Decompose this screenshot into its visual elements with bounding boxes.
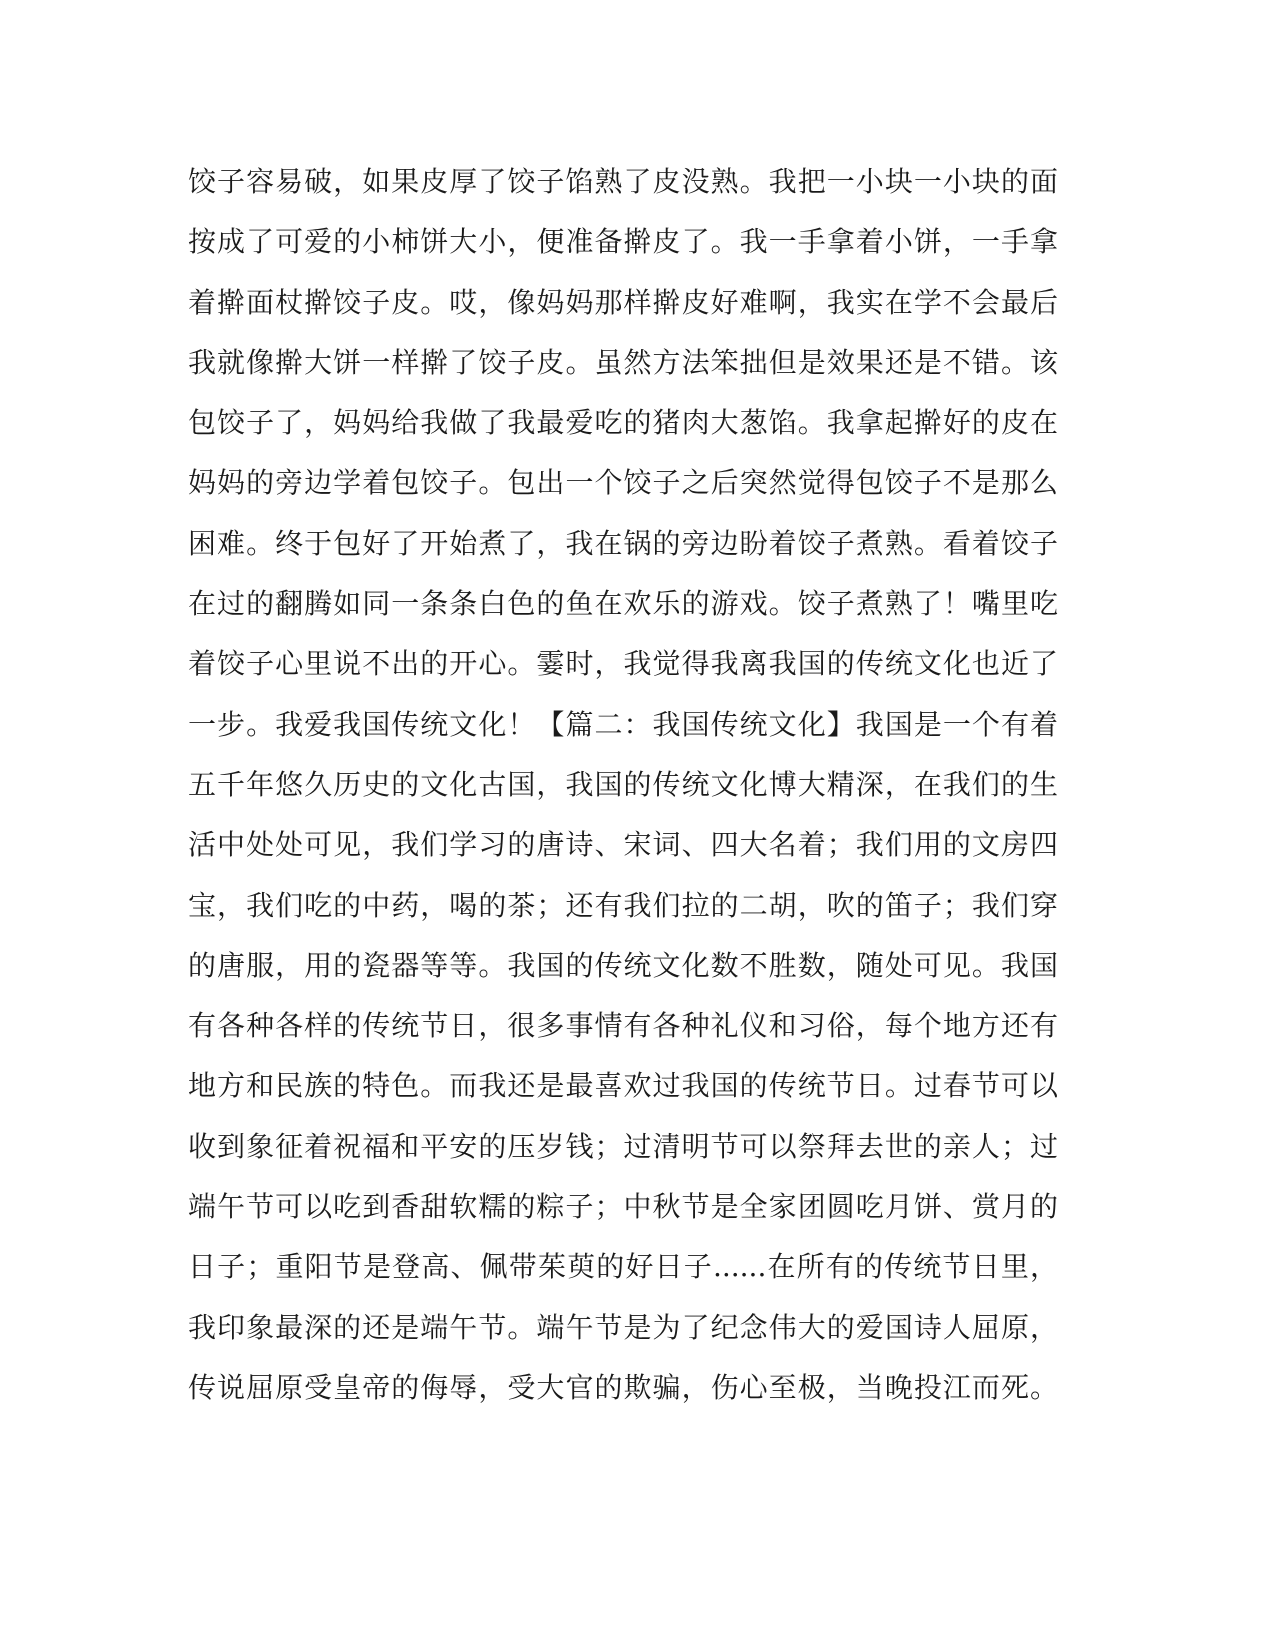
text-line: 饺子容易破，如果皮厚了饺子馅熟了皮没熟。我把一小块一小块的面	[188, 165, 1058, 198]
text-line: 包饺子了，妈妈给我做了我最爱吃的猪肉大葱馅。我拿起擀好的皮在	[188, 406, 1058, 440]
text-line: 一步。我爱我国传统文化！【篇二：我国传统文化】我国是一个有着	[188, 707, 1058, 741]
text-line: 收到象征着祝福和平安的压岁钱；过清明节可以祭拜去世的亲人；过	[188, 1129, 1058, 1163]
text-line: 日子；重阳节是登高、佩带茱萸的好日子......在所有的传统节日里，	[188, 1250, 1058, 1284]
text-line: 活中处处可见，我们学习的唐诗、宋词、四大名着；我们用的文房四	[188, 828, 1058, 862]
text-line: 我就像擀大饼一样擀了饺子皮。虽然方法笨拙但是效果还是不错。该	[188, 345, 1058, 379]
text-line: 困难。终于包好了开始煮了，我在锅的旁边盼着饺子煮熟。看着饺子	[188, 526, 1058, 560]
text-line: 宝，我们吃的中药，喝的茶；还有我们拉的二胡，吹的笛子；我们穿	[188, 888, 1058, 922]
text-line: 按成了可爱的小柿饼大小，便准备擀皮了。我一手拿着小饼，一手拿	[188, 225, 1058, 259]
text-line: 端午节可以吃到香甜软糯的粽子；中秋节是全家团圆吃月饼、赏月的	[188, 1190, 1058, 1224]
text-line: 着饺子心里说不出的开心。霎时，我觉得我离我国的传统文化也近了	[188, 647, 1058, 681]
text-line: 传说屈原受皇帝的侮辱，受大官的欺骗，伤心至极，当晚投江而死。	[188, 1370, 1058, 1404]
text-line: 的唐服，用的瓷器等等。我国的传统文化数不胜数，随处可见。我国	[188, 948, 1058, 982]
text-line: 妈妈的旁边学着包饺子。包出一个饺子之后突然觉得包饺子不是那么	[188, 466, 1058, 500]
text-line: 五千年悠久历史的文化古国，我国的传统文化博大精深，在我们的生	[188, 767, 1058, 801]
text-line: 着擀面杖擀饺子皮。哎，像妈妈那样擀皮好难啊，我实在学不会最后	[188, 285, 1058, 319]
text-line: 在过的翻腾如同一条条白色的鱼在欢乐的游戏。饺子煮熟了！嘴里吃	[188, 587, 1058, 621]
text-line: 地方和民族的特色。而我还是最喜欢过我国的传统节日。过春节可以	[188, 1069, 1058, 1103]
body-text	[188, 162, 1068, 1428]
text-line: 有各种各样的传统节日，很多事情有各种礼仪和习俗，每个地方还有	[188, 1009, 1058, 1043]
text-line: 我印象最深的还是端午节。端午节是为了纪念伟大的爱国诗人屈原，	[188, 1310, 1058, 1344]
